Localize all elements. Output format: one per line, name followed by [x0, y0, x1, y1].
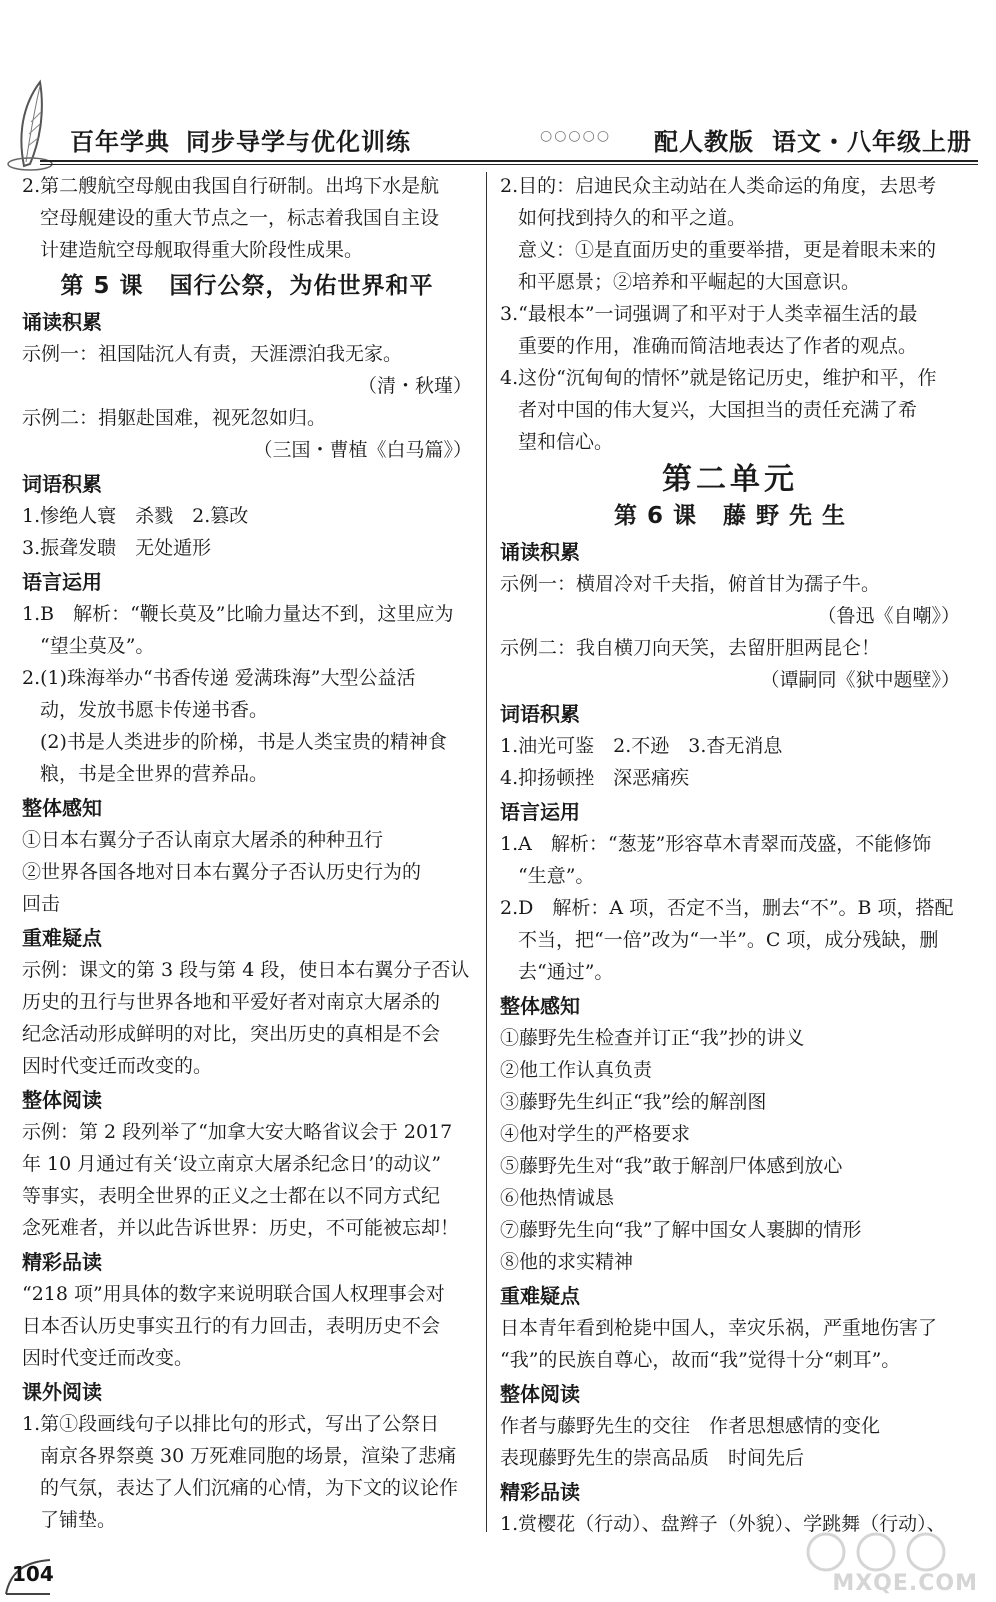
list-item: ④他对学生的严格要求 [500, 1123, 691, 1145]
section-heading: 整体感知 [500, 994, 580, 1018]
source-citation: （鲁迅《自嘲》） [817, 605, 960, 627]
answer-line: 粮，书是全世界的营养品。 [40, 763, 269, 785]
answer-line: 因时代变迁而改变的。 [22, 1055, 213, 1077]
answer-line: 示例一：横眉冷对千夫指，俯首甘为孺子牛。 [500, 573, 881, 595]
header-rule-thin [40, 164, 978, 165]
answer-line: 示例二：我自横刀向天笑，去留肝胆两昆仑！ [500, 637, 881, 659]
page-number [4, 1556, 52, 1596]
answer-line: 如何找到持久的和平之道。 [518, 207, 747, 229]
answer-line: “望尘莫及”。 [40, 635, 155, 657]
lesson-number: 第 6 课 [613, 503, 697, 529]
answer-line: 日本否认历史事实丑行的有力回击，表明历史不会 [22, 1315, 441, 1337]
section-heading: 词语积累 [500, 702, 580, 726]
answer-line: 回击 [22, 893, 61, 915]
answer-line: 历史的丑行与世界各地和平爱好者对南京大屠杀的 [22, 991, 441, 1013]
answer-line: 意义：①是直面历史的重要举措，更是着眼未来的 [518, 239, 937, 261]
answer-line: 示例：课文的第 3 段与第 4 段，使日本右翼分子否认 [22, 959, 470, 981]
answer-line: 1.A 解析：“葱茏”形容草木青翠而茂盛，不能修饰 [500, 833, 932, 855]
source-citation: （清・秋瑾） [357, 375, 472, 397]
watermark [766, 1528, 986, 1598]
brand-title: 百年学典 [70, 128, 170, 156]
section-heading: 课外阅读 [22, 1380, 102, 1404]
section-heading: 诵读积累 [22, 310, 102, 334]
unit-heading: 第二单元 [662, 462, 798, 497]
answer-line: 示例：第 2 段列举了“加拿大安大略省议会于 2017 [22, 1121, 453, 1143]
answer-line: 1.第①段画线句子以排比句的形式，写出了公祭日 [22, 1413, 440, 1435]
answer-line: 了铺垫。 [40, 1509, 117, 1531]
decor-dots: ○○○○○ [540, 128, 612, 144]
book-brand [70, 122, 411, 157]
section-heading: 整体阅读 [500, 1382, 580, 1406]
list-item: ⑧他的求实精神 [500, 1251, 634, 1273]
section-heading: 整体阅读 [22, 1088, 102, 1112]
answer-line: 作者与藤野先生的交往 作者思想感情的变化 [500, 1415, 881, 1437]
answer-line: 2.(1)珠海举办“书香传递 爱满珠海”大型公益活 [22, 667, 416, 689]
answer-line: 的气氛，表达了人们沉痛的心情，为下文的议论作 [40, 1477, 459, 1499]
edition-label: 配人教版 [654, 128, 754, 156]
answer-line: 去“通过”。 [518, 961, 614, 983]
answer-line: 2.D 解析：A 项，否定不当，删去“不”。B 项，搭配 [500, 897, 954, 919]
answer-line: 者对中国的伟大复兴，大国担当的责任充满了希 [518, 399, 918, 421]
section-heading: 精彩品读 [500, 1480, 580, 1504]
answer-line: 念死难者，并以此告诉世界：历史，不可能被忘却！ [22, 1217, 460, 1239]
right-column [500, 170, 960, 1540]
answer-line: 和平愿景；②培养和平崛起的大国意识。 [518, 271, 861, 293]
header-rule [40, 160, 978, 162]
section-heading: 诵读积累 [500, 540, 580, 564]
answer-line: 不当，把“一倍”改为“一半”。C 项，成分残缺，删 [518, 929, 939, 951]
brand-subtitle: 同步导学与优化训练 [186, 128, 411, 156]
list-item: ①藤野先生检查并订正“我”抄的讲义 [500, 1027, 805, 1049]
left-column [22, 170, 472, 1536]
answer-line: ①日本右翼分子否认南京大屠杀的种种丑行 [22, 829, 384, 851]
answer-line: 表现藤野先生的崇高品质 时间先后 [500, 1447, 805, 1469]
answer-line: 等事实，表明全世界的正义之士都在以不同方式纪 [22, 1185, 441, 1207]
section-heading: 词语积累 [22, 472, 102, 496]
lesson-title: 藤 野 先 生 [723, 503, 847, 529]
answer-line: 南京各界祭奠 30 万死难同胞的场景，渲染了悲痛 [40, 1445, 457, 1467]
answer-line: 2.目的：启迪民众主动站在人类命运的角度，去思考 [500, 175, 937, 197]
page-header [0, 0, 996, 170]
answer-line: 日本青年看到枪毙中国人，幸灾乐祸，严重地伤害了 [500, 1317, 938, 1339]
section-heading: 语言运用 [22, 570, 102, 594]
answer-line: 因时代变迁而改变。 [22, 1347, 194, 1369]
answer-line: 重要的作用，准确而简洁地表达了作者的观点。 [518, 335, 918, 357]
answer-line: 纪念活动形成鲜明的对比，突出历史的真相是不会 [22, 1023, 441, 1045]
section-heading: 重难疑点 [22, 926, 102, 950]
answer-line: 4.这份“沉甸甸的情怀”就是铭记历史，维护和平，作 [500, 367, 937, 389]
feather-quill-icon [4, 76, 68, 172]
list-item: ⑥他热情诚恳 [500, 1187, 615, 1209]
column-divider [486, 172, 487, 1532]
section-heading: 重难疑点 [500, 1284, 580, 1308]
list-item: ⑦藤野先生向“我”了解中国女人裹脚的情形 [500, 1219, 862, 1241]
answer-line: ②世界各国各地对日本右翼分子否认历史行为的 [22, 861, 422, 883]
list-item: ③藤野先生纠正“我”绘的解剖图 [500, 1091, 767, 1113]
list-item: ②他工作认真负责 [500, 1059, 653, 1081]
answer-line: 空母舰建设的重大节点之一，标志着我国自主设 [40, 207, 440, 229]
answer-line: 3.振聋发聩 无处遁形 [22, 537, 212, 559]
source-citation: （三国・曹植《白马篇》） [253, 439, 472, 461]
section-heading: 语言运用 [500, 800, 580, 824]
list-item: ⑤藤野先生对“我”敢于解剖尸体感到放心 [500, 1155, 843, 1177]
answer-line: “218 项”用具体的数字来说明联合国人权理事会对 [22, 1283, 445, 1305]
lesson-5-heading [22, 270, 472, 302]
answer-line: 计建造航空母舰取得重大阶段性成果。 [40, 239, 364, 261]
answer-line: 示例二：捐躯赴国难，视死忽如归。 [22, 407, 327, 429]
section-heading: 整体感知 [22, 796, 102, 820]
source-citation: （谭嗣同《狱中题壁》） [760, 669, 960, 691]
answer-line: 望和信心。 [518, 431, 614, 453]
answer-line: 4.抑扬顿挫 深恶痛疾 [500, 767, 690, 789]
edition-info [654, 122, 972, 157]
lesson-number: 第 5 课 [60, 273, 144, 299]
answer-line: 1.赏樱花（行动）、盘辫子（外貌）、学跳舞（行动）、 [500, 1513, 946, 1535]
answer-line: “生意”。 [518, 865, 595, 887]
lesson-title: 国行公祭，为佑世界和平 [169, 273, 434, 299]
subject-label: 语文・八年级上册 [772, 128, 972, 156]
watermark-text: MXQE.COM [832, 1571, 978, 1596]
answer-line: (2)书是人类进步的阶梯，书是人类宝贵的精神食 [40, 731, 447, 753]
answer-line: “我”的民族自尊心，故而“我”觉得十分“刺耳”。 [500, 1349, 901, 1371]
page-number-text: 104 [12, 1562, 54, 1586]
answer-line: 年 10 月通过有关‘设立南京大屠杀纪念日’的动议” [22, 1153, 442, 1175]
answer-line: 1.油光可鉴 2.不逊 3.杳无消息 [500, 735, 783, 757]
answer-line: 动，发放书愿卡传递书香。 [40, 699, 269, 721]
answer-line: 1.惨绝人寰 杀戮 2.篡改 [22, 505, 249, 527]
answer-line: 示例一：祖国陆沉人有责，天涯漂泊我无家。 [22, 343, 403, 365]
answer-line: 1.B 解析：“鞭长莫及”比喻力量达不到，这里应为 [22, 603, 454, 625]
lesson-6-heading [500, 500, 960, 532]
section-heading: 精彩品读 [22, 1250, 102, 1274]
answer-line: 3.“最根本”一词强调了和平对于人类幸福生活的最 [500, 303, 918, 325]
answer-line: 2.第二艘航空母舰由我国自行研制。出坞下水是航 [22, 175, 440, 197]
